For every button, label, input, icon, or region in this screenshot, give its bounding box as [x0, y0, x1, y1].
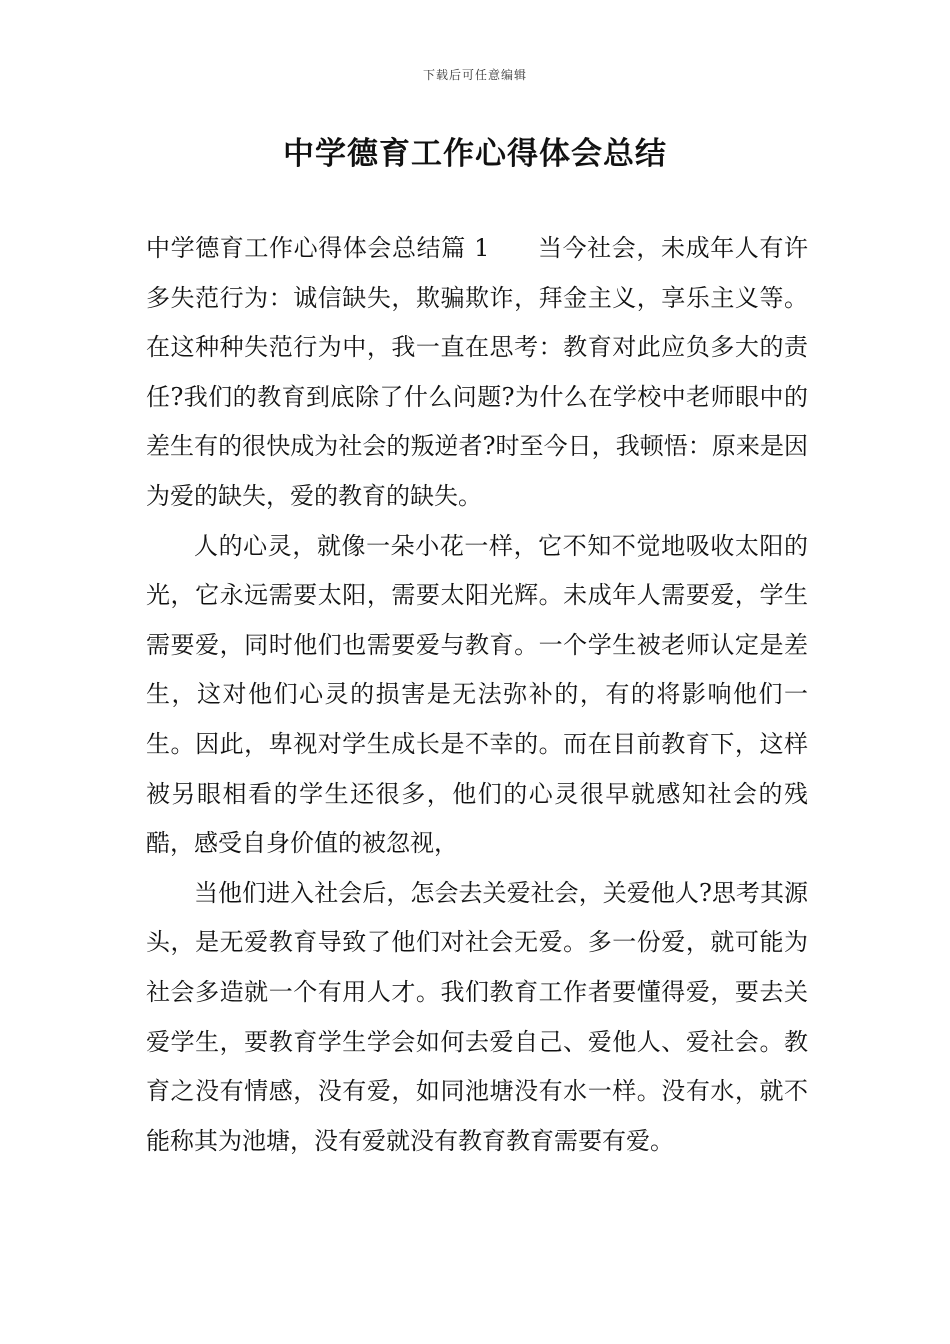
header-note: 下载后可任意编辑 — [422, 68, 527, 82]
document-body — [146, 224, 808, 1166]
paragraph-1 — [146, 224, 808, 522]
paragraph-3: 当他们进入社会后，怎会去关爱社会，关爱他人?思考其源头，是无爱教育导致了他们对社会无爱。多一份爱，就可能为社会多造就一个有用人才。我们教育工作者要懂得爱，要去关爱学生，要教育学生学会如何去爱自己、爱他人、爱社会。教育之没有情感，没有爱，如同池塘没有水一样。没有水，就不能称其为池塘，没有爱就没有教育教育需要有爱。 — [146, 878, 808, 1155]
paragraph-2: 人的心灵，就像一朵小花一样，它不知不觉地吸收太阳的光，它永远需要太阳，需要太阳光辉。未成年人需要爱，学生需要爱，同时他们也需要爱与教育。一个学生被老师认定是差生，这对他们心灵的损害是无法弥补的，有的将影响他们一生。因此，卑视对学生成长是不幸的。而在目前教育下，这样被另眼相看的学生还很多，他们的心灵很早就感知社会的残酷，感受自身价值的被忽视， — [146, 531, 808, 858]
paragraph-1-text: 当今社会，未成年人有许多失范行为：诚信缺失，欺骗欺诈，拜金主义，享乐主义等。在这种种失范行为中，我一直在思考：教育对此应负多大的责任?我们的教育到底除了什么问题?为什么在学校中老师眼中的差生有的很快成为社会的叛逆者?时至今日，我顿悟：原来是因为爱的缺失，爱的教育的缺失。 — [146, 234, 808, 510]
section-heading: 中学德育工作心得体会总结篇 1 — [146, 234, 490, 262]
document-title: 中学德育工作心得体会总结 — [283, 136, 667, 172]
